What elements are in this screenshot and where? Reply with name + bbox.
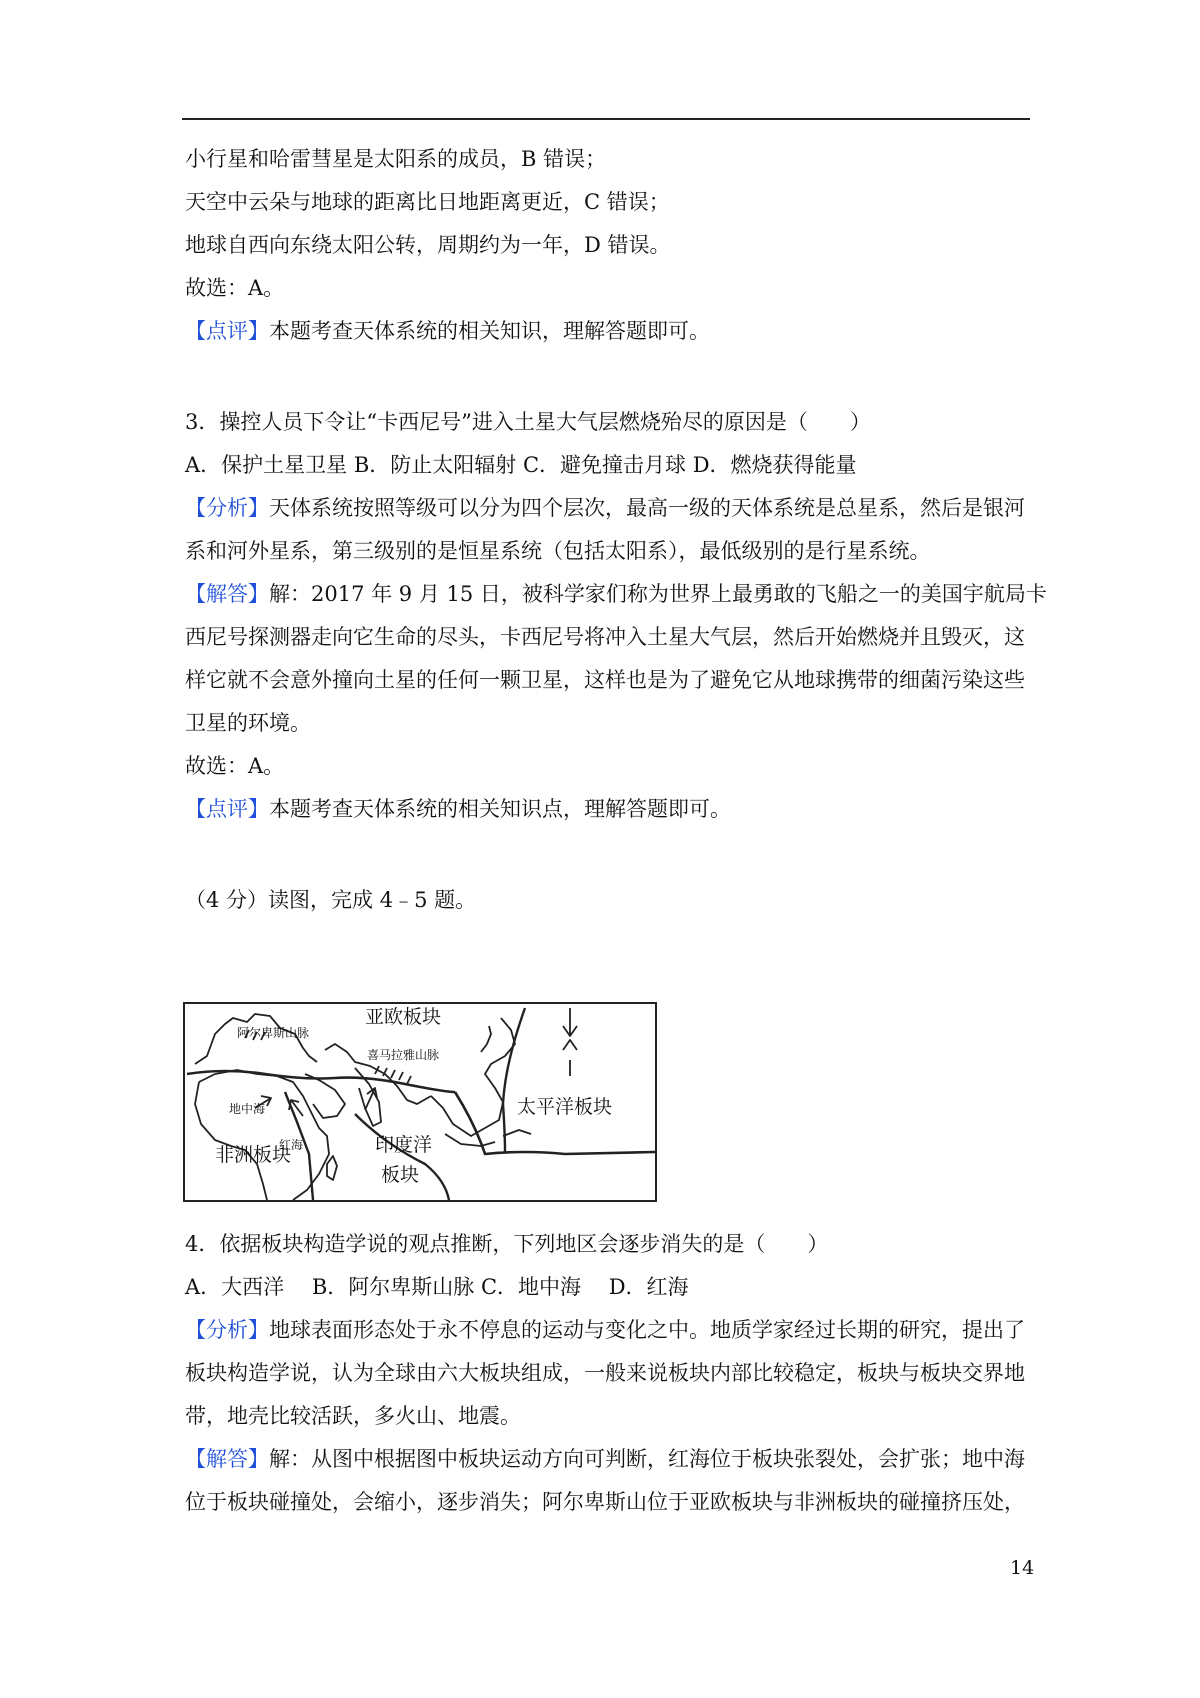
choice-line: 故选：A。 <box>185 754 285 778</box>
text-line: 小行星和哈雷彗星是太阳系的成员，B 错误； <box>185 147 607 171</box>
comment-tag: 【点评】 <box>185 319 269 343</box>
answer-line <box>185 1445 1025 1473</box>
page-number: 14 <box>1010 1557 1035 1579</box>
analysis-text: 天体系统按照等级可以分为四个层次，最高一级的天体系统是总星系，然后是银河 <box>269 496 1025 520</box>
answer-line <box>185 580 1047 608</box>
map-label-alps: 阿尔卑斯山脉 <box>237 1026 310 1040</box>
answer-line: 西尼号探测器走向它生命的尽头，卡西尼号将冲入土星大气层，然后开始燃烧并且毁灭，这 <box>185 625 1025 649</box>
analysis-text: 地球表面形态处于永不停息的运动与变化之中。地质学家经过长期的研究，提出了 <box>269 1318 1025 1342</box>
map-label-red-sea: 红海 <box>279 1138 304 1152</box>
text-line: 天空中云朵与地球的距离比日地距离更近，C 错误； <box>185 190 670 214</box>
question-3-options: A．保护土星卫星 B．防止太阳辐射 C．避免撞击月球 D．燃烧获得能量 <box>185 453 857 477</box>
answer-tag: 【解答】 <box>185 1447 269 1471</box>
map-label-indian-plate: 板块 <box>381 1164 420 1186</box>
map-label-mediterranean: 地中海 <box>229 1102 266 1116</box>
text-line: 地球自西向东绕太阳公转，周期约为一年，D 错误。 <box>185 233 671 257</box>
analysis-tag: 【分析】 <box>185 1318 269 1342</box>
map-label-africa: 非洲板块 <box>215 1144 292 1166</box>
analysis-line: 带，地壳比较活跃，多火山、地震。 <box>185 1404 521 1428</box>
text-line: 故选：A。 <box>185 276 285 300</box>
answer-line: 位于板块碰撞处，会缩小，逐步消失；阿尔卑斯山位于亚欧板块与非洲板块的碰撞挤压处， <box>185 1490 1025 1514</box>
comment-line <box>185 317 710 345</box>
question-4-options: A．大西洋 B．阿尔卑斯山脉 C．地中海 D．红海 <box>185 1275 689 1299</box>
plate-map <box>183 1002 657 1202</box>
analysis-line <box>185 1316 1025 1344</box>
map-label-pacific: 太平洋板块 <box>517 1096 613 1118</box>
analysis-line <box>185 494 1025 522</box>
comment-line <box>185 795 731 823</box>
answer-text: 解：从图中根据图中板块运动方向可判断，红海位于板块张裂处，会扩张；地中海 <box>269 1447 1025 1471</box>
analysis-line: 系和河外星系，第三级别的是恒星系统（包括太阳系），最低级别的是行星系统。 <box>185 539 931 563</box>
answer-line: 样它就不会意外撞向土星的任何一颗卫星，这样也是为了避免它从地球携带的细菌污染这些 <box>185 668 1025 692</box>
header-rule <box>182 118 1030 120</box>
map-label-indian: 印度洋 <box>375 1134 433 1156</box>
analysis-tag: 【分析】 <box>185 496 269 520</box>
answer-tag: 【解答】 <box>185 582 269 606</box>
answer-line: 卫星的环境。 <box>185 711 311 735</box>
map-label-himalaya: 喜马拉雅山脉 <box>367 1048 440 1062</box>
question-4: 4．依据板块构造学说的观点推断，下列地区会逐步消失的是（ ） <box>185 1232 829 1256</box>
comment-tag: 【点评】 <box>185 797 269 821</box>
analysis-line: 板块构造学说，认为全球由六大板块组成，一般来说板块内部比较稳定，板块与板块交界地 <box>185 1361 1025 1385</box>
intro-line: （4 分）读图，完成 4﹣5 题。 <box>185 888 477 912</box>
map-label-eurasia: 亚欧板块 <box>365 1006 442 1028</box>
comment-text: 本题考查天体系统的相关知识点，理解答题即可。 <box>269 797 731 821</box>
answer-text: 解：2017 年 9 月 15 日，被科学家们称为世界上最勇敢的飞船之一的美国宇航局卡 <box>269 582 1047 606</box>
question-3: 3．操控人员下令让“卡西尼号”进入土星大气层燃烧殆尽的原因是（ ） <box>185 410 871 434</box>
comment-text: 本题考查天体系统的相关知识，理解答题即可。 <box>269 319 710 343</box>
